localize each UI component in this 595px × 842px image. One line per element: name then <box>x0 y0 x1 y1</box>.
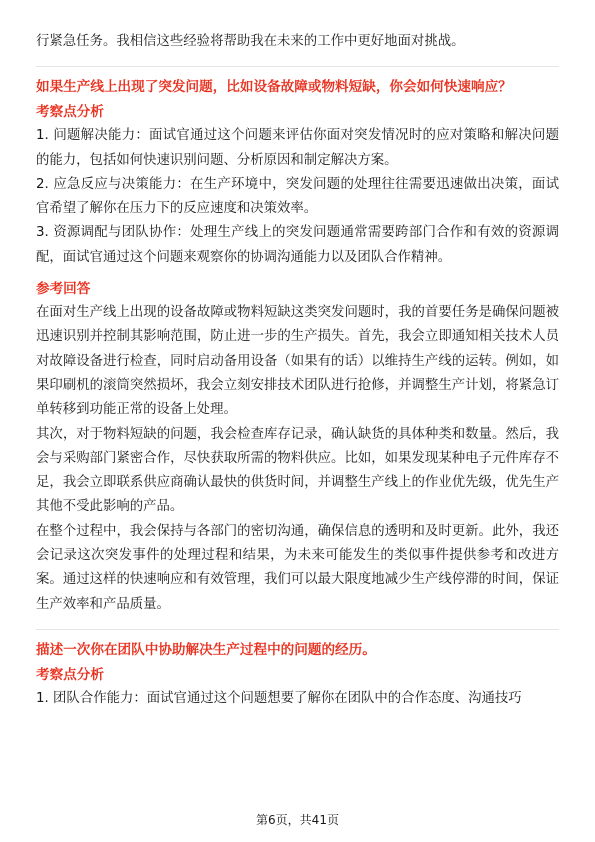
analysis-item: 1. 问题解决能力：面试官通过这个问题来评估你面对突发情况时的应对策略和解决问题的能力，包括如何快速识别问题、分析原因和制定解决方案。 <box>36 128 559 168</box>
answer-paragraph: 在面对生产线上出现的设备故障或物料短缺这类突发问题时，我的首要任务是确保问题被迅速识别并控制其影响范围，防止进一步的生产损失。首先，我会立即通知相关技术人员对故障设备进行检查，同时启动备用设备（如果有的话）以维持生产线的运转。例如，如果印刷机的滚筒突然损坏，我会立刻安排技术团队进行抢修，并调整生产计划，将紧急订单转移到功能正常的设备上处理。 <box>36 305 559 418</box>
section-divider <box>36 66 559 67</box>
question-section-1 <box>36 75 559 617</box>
answer-paragraph: 其次，对于物料短缺的问题，我会检查库存记录，确认缺货的具体种类和数量。然后，我会与采购部门紧密合作，尽快获取所需的物料供应。比如，如果发现某种电子元件库存不足，我会立即联系供应商确认最快的供货时间，并调整生产线上的作业优先级，优先生产其他不受此影响的产品。 <box>36 426 559 515</box>
intro-paragraph-tail: 行紧急任务。我相信这些经验将帮助我在未来的工作中更好地面对挑战。 <box>36 34 465 49</box>
section-divider <box>36 629 559 630</box>
page-number: 第6页，共41页 <box>256 813 339 827</box>
analysis-heading: 考察点分析 <box>36 666 104 683</box>
answer-heading: 参考回答 <box>36 281 91 298</box>
page-content <box>36 30 559 711</box>
answer-paragraph: 在整个过程中，我会保持与各部门的密切沟通，确保信息的透明和及时更新。此外，我还会记录这次突发事件的处理过程和结果，为未来可能发生的类似事件提供参考和改进方案。通过这样的快速响应和有效管理，我们可以最大限度地减少生产线停滞的时间，保证生产效率和产品质量。 <box>36 523 559 612</box>
analysis-item: 3. 资源调配与团队协作：处理生产线上的突发问题通常需要跨部门合作和有效的资源调配，面试官通过这个问题来观察你的协调沟通能力以及团队合作精神。 <box>36 225 559 265</box>
analysis-item: 1. 团队合作能力：面试官通过这个问题想要了解你在团队中的合作态度、沟通技巧 <box>36 690 522 706</box>
analysis-heading: 考察点分析 <box>36 104 104 121</box>
question-title: 如果生产线上出现了突发问题，比如设备故障或物料短缺，你会如何快速响应？ <box>36 79 512 96</box>
analysis-item: 2. 应急反应与决策能力：在生产环境中，突发问题的处理往往需要迅速做出决策，面试官希望了解你在压力下的反应速度和决策效率。 <box>36 176 559 217</box>
question-title: 描述一次你在团队中协助解决生产过程中的问题的经历。 <box>36 641 376 658</box>
question-section-2 <box>36 638 559 711</box>
